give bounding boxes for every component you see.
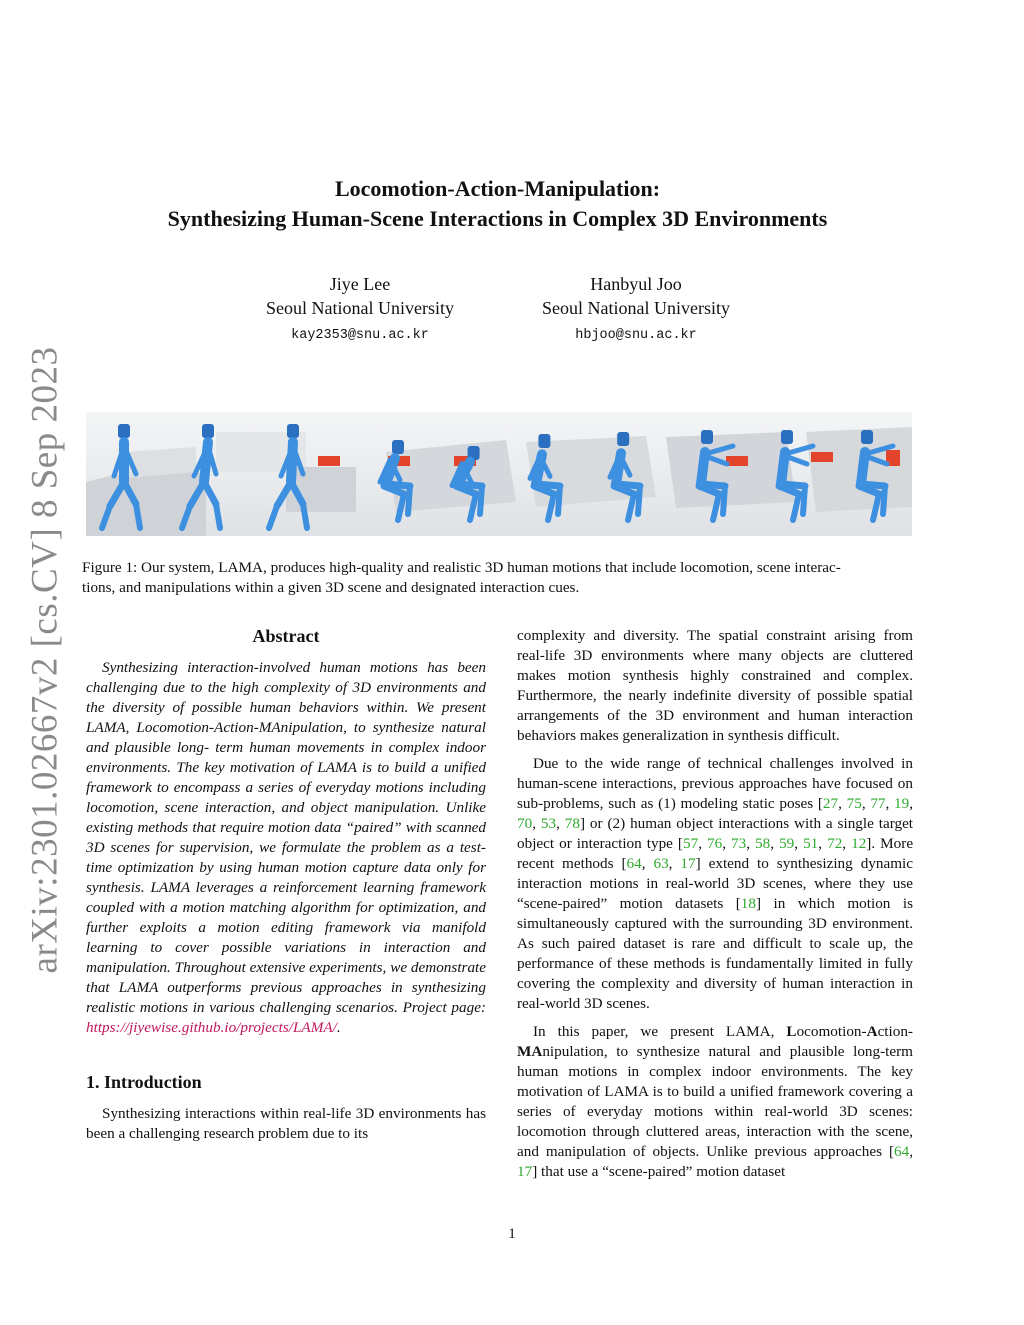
citation[interactable]: 64	[894, 1143, 910, 1160]
scene-furniture	[386, 440, 516, 512]
figure-head	[287, 424, 299, 438]
paper-title-line2: Synthesizing Human-Scene Interactions in Complex 3D Environments	[167, 206, 828, 231]
citation[interactable]: 73	[731, 835, 747, 852]
motion-sequence-illustration	[86, 412, 912, 536]
figure-limb	[408, 486, 410, 514]
target-object	[318, 456, 340, 466]
figure-limb	[216, 504, 220, 528]
figure-head	[118, 424, 130, 438]
abstract-heading: Abstract	[252, 626, 320, 646]
figure-head	[781, 430, 793, 444]
figure-head	[861, 430, 873, 444]
citation[interactable]: 76	[707, 835, 723, 852]
right-paragraph-3: In this paper, we present LAMA, Locomotion-Action-MAnipulation, to synthesize natural and plausible long-term human motions in complex indoor environments. The key motivation of LAMA is to build a unified framework covering a series of everyday motions within real-world 3D scenes: locomotion through cluttered areas, interaction with the scene, and manipulation of objects. Unlike previous approaches [64, 17] that use a “scene-paired” motion dataset	[517, 1023, 913, 1180]
project-link[interactable]: https://jiyewise.github.io/projects/LAMA/	[86, 1019, 337, 1036]
citation[interactable]: 51	[803, 835, 819, 852]
intro-paragraph: Synthesizing interactions within real-life 3D environments has been a challenging research problem due to its	[86, 1105, 486, 1142]
arxiv-stamp-text: arXiv:2301.02667v2 [cs.CV] 8 Sep 2023	[24, 346, 66, 974]
citation[interactable]: 19	[894, 795, 910, 812]
citation[interactable]: 78	[564, 815, 580, 832]
figure-limb	[480, 486, 482, 514]
figure-limb	[303, 504, 307, 528]
citation[interactable]: 17	[517, 1163, 533, 1180]
figure-1-image	[86, 412, 912, 536]
figure-1-caption-line1: Figure 1: Our system, LAMA, produces high-quality and realistic 3D human motions that include locomotion, scene interac-	[82, 559, 841, 576]
author-2	[516, 272, 756, 348]
citation[interactable]: 17	[680, 855, 696, 872]
author-1	[240, 272, 480, 348]
figure-head	[202, 424, 214, 438]
citation[interactable]: 77	[870, 795, 886, 812]
figure-limb	[883, 486, 885, 514]
figure-limb	[558, 486, 560, 514]
abstract-body	[86, 658, 486, 1038]
abstract-period: .	[336, 1019, 341, 1036]
author-affiliation: Seoul National University	[542, 298, 730, 318]
figure-limb	[803, 486, 805, 514]
citation[interactable]: 63	[653, 855, 669, 872]
author-name: Jiye Lee	[329, 274, 391, 294]
arxiv-stamp	[20, 346, 70, 974]
citation[interactable]: 72	[827, 835, 843, 852]
citation[interactable]: 27	[822, 795, 839, 812]
paper-title-line1: Locomotion-Action-Manipulation:	[334, 176, 661, 201]
author-email: kay2353@snu.ac.kr	[291, 328, 429, 343]
author-email: hbjoo@snu.ac.kr	[575, 328, 697, 343]
figure-limb	[638, 486, 640, 514]
citation[interactable]: 75	[846, 795, 862, 812]
right-paragraph-1: complexity and diversity. The spatial constraint arising from real-life 3D environments where many objects are cluttered makes motion synthesis highly constrained and complex. Furthermore, the nearly indefinite diversity of possible spatial arrangements of the 3D environment and human interaction behaviors makes generalization in synthesis difficult.	[517, 627, 913, 744]
figure-1-caption-line2: tions, and manipulations within a given 3D scene and designated interaction cues.	[82, 579, 580, 596]
citation[interactable]: 64	[626, 855, 642, 872]
figure-head	[701, 430, 713, 444]
citation[interactable]: 57	[683, 835, 699, 852]
section-heading-introduction: 1. Introduction	[86, 1072, 202, 1092]
citation[interactable]: 58	[755, 835, 771, 852]
figure-head	[392, 440, 404, 454]
citation[interactable]: 53	[540, 815, 557, 832]
author-affiliation: Seoul National University	[266, 298, 454, 318]
author-name: Hanbyul Joo	[590, 274, 682, 294]
figure-head	[538, 434, 550, 448]
figure-head	[617, 432, 629, 446]
citation[interactable]: 18	[740, 895, 756, 912]
figure-limb	[723, 486, 725, 514]
abstract-text: Synthesizing interaction-involved human motions has been challenging due to the high complexity of 3D environments and the diversity of possible human behaviors within. We present LAMA, Locomotion-Action-MAnipulation, to synthesize natural and plausible long- term human movements in complex indoor environments. The key motivation of LAMA is to build a unified framework to encompass a series of everyday motions including locomotion, scene interaction, and object manipulation. Unlike existing methods that require motion data “paired” with scanned 3D scenes for supervision, we formulate the problem as a test-time optimization by using human motion capture data only for synthesis. LAMA leverages a reinforcement learning framework coupled with a motion matching algorithm for optimization, and further exploits a motion editing framework via manifold learning to cover possible variations in interaction and manipulation. Throughout extensive experiments, we demonstrate that LAMA outperforms previous approaches in synthesizing realistic motions in various challenging scenarios. Project page:	[86, 659, 486, 1016]
left-column	[86, 626, 486, 1144]
scene-furniture	[666, 432, 796, 508]
figure-limb	[136, 504, 140, 528]
target-object	[811, 452, 833, 462]
citation[interactable]: 59	[779, 835, 795, 852]
right-paragraph-2: Due to the wide range of technical challenges involved in human-scene interactions, previous approaches have focused on sub-problems, such as (1) modeling static poses [27, 75, 77, 19, 70, 53, 78] or (2) human object interactions with a single target object or interaction type [57, 76, 73, 58, 59, 51, 72, 12]. More recent methods [64, 63, 17] extend to synthesizing dynamic interaction motions in real-world 3D scenes, where they use “scene-paired” motion datasets [18] in which motion is simultaneously captured with the surrounding 3D environment. As such paired dataset is rare and difficult to scale up, the performance of these methods is fundamentally limited in fully covering the complexity and diversity of human interaction in real-world 3D scenes.	[517, 755, 914, 1012]
citation[interactable]: 12	[851, 835, 867, 852]
right-column	[517, 626, 913, 1182]
citation[interactable]: 70	[517, 815, 533, 832]
page-number: 1	[508, 1226, 516, 1242]
